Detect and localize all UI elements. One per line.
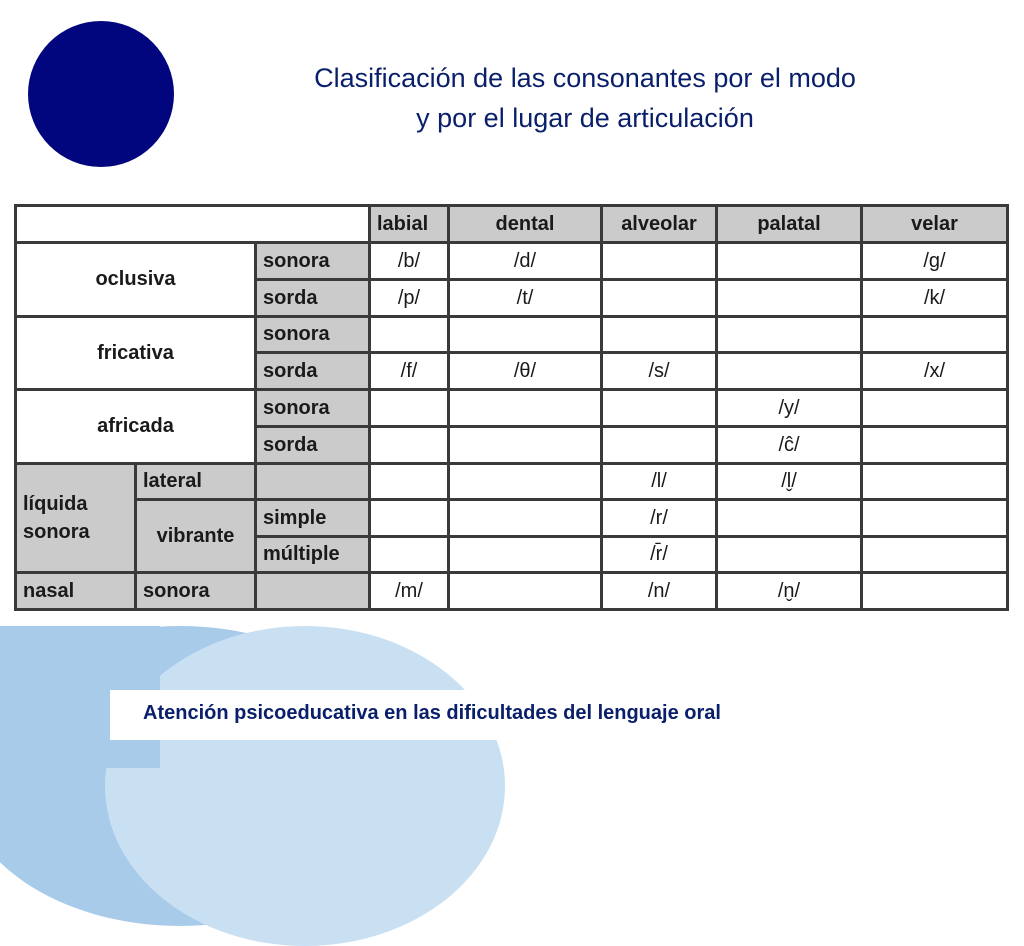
phoneme-cell: [602, 280, 717, 317]
phoneme-cell: /k/: [862, 280, 1008, 317]
phoneme-cell: [602, 427, 717, 464]
phoneme-cell: /ĉ/: [717, 427, 862, 464]
phoneme-cell: [862, 573, 1008, 610]
header-alveolar: alveolar: [602, 206, 717, 243]
phoneme-cell: /y/: [717, 390, 862, 427]
phoneme-cell: /t/: [449, 280, 602, 317]
phoneme-cell: /b/: [370, 243, 449, 280]
phoneme-cell: [862, 317, 1008, 353]
phoneme-cell: [717, 537, 862, 573]
phoneme-cell: [717, 280, 862, 317]
header-empty-cell: [16, 206, 370, 243]
phoneme-cell: [449, 317, 602, 353]
phoneme-cell: [449, 537, 602, 573]
phoneme-cell: /l̬/: [717, 464, 862, 500]
voicing-label: sorda: [256, 280, 370, 317]
phoneme-cell: [370, 464, 449, 500]
slide-title: [190, 58, 980, 138]
voicing-label: sorda: [256, 427, 370, 464]
phoneme-cell: [602, 317, 717, 353]
phoneme-cell: /g/: [862, 243, 1008, 280]
header-dental: dental: [449, 206, 602, 243]
phoneme-cell: [449, 464, 602, 500]
phoneme-cell: [717, 353, 862, 390]
phoneme-cell: [862, 500, 1008, 537]
phoneme-cell: [717, 317, 862, 353]
voicing-label: sorda: [256, 353, 370, 390]
phoneme-classification-table: [14, 204, 1009, 611]
phoneme-cell: [862, 427, 1008, 464]
phoneme-cell: [449, 390, 602, 427]
phoneme-cell: /p/: [370, 280, 449, 317]
manner-oclusiva: oclusiva: [16, 243, 256, 317]
slide-title-line-2: y por el lugar de articulación: [416, 103, 754, 133]
manner-nasal: nasal: [16, 573, 136, 610]
phoneme-cell: /f/: [370, 353, 449, 390]
subtype-lateral: lateral: [136, 464, 256, 500]
vibrante-simple-label: simple: [256, 500, 370, 537]
phoneme-cell: [370, 500, 449, 537]
phoneme-cell: /x/: [862, 353, 1008, 390]
phoneme-cell: [862, 390, 1008, 427]
phoneme-cell: /l/: [602, 464, 717, 500]
phoneme-cell: [370, 390, 449, 427]
phoneme-cell: [370, 317, 449, 353]
phoneme-cell: /n̬/: [717, 573, 862, 610]
header-labial: labial: [370, 206, 449, 243]
phoneme-cell: [717, 243, 862, 280]
manner-africada: africada: [16, 390, 256, 464]
phoneme-cell: /r/: [602, 500, 717, 537]
phoneme-cell: /r̄/: [602, 537, 717, 573]
manner-liquida-sonora: líquida sonora: [16, 464, 136, 573]
phoneme-cell: [862, 537, 1008, 573]
header-palatal: palatal: [717, 206, 862, 243]
decorative-circle: [28, 21, 174, 167]
voicing-label: sonora: [256, 390, 370, 427]
phoneme-cell: /m/: [370, 573, 449, 610]
phoneme-cell: /n/: [602, 573, 717, 610]
phoneme-cell: [717, 500, 862, 537]
manner-fricativa: fricativa: [16, 317, 256, 390]
phoneme-cell: [449, 573, 602, 610]
vibrante-multiple-label: múltiple: [256, 537, 370, 573]
phoneme-cell: [449, 500, 602, 537]
header-velar: velar: [862, 206, 1008, 243]
phoneme-cell: [602, 390, 717, 427]
phoneme-cell: [862, 464, 1008, 500]
phoneme-cell: /d/: [449, 243, 602, 280]
phoneme-cell: /θ/: [449, 353, 602, 390]
subtype-vibrante: vibrante: [136, 500, 256, 573]
empty-gray-cell: [256, 573, 370, 610]
footer-text: Atención psicoeducativa en las dificultades del lenguaje oral: [143, 702, 721, 724]
voicing-label: sonora: [256, 243, 370, 280]
footer-decoration-circle-small: [105, 626, 505, 946]
voicing-label: sonora: [136, 573, 256, 610]
phoneme-cell: [449, 427, 602, 464]
phoneme-cell: /s/: [602, 353, 717, 390]
empty-gray-cell: [256, 464, 370, 500]
phoneme-cell: [370, 427, 449, 464]
voicing-label: sonora: [256, 317, 370, 353]
phoneme-cell: [370, 537, 449, 573]
phoneme-cell: [602, 243, 717, 280]
slide-title-line-1: Clasificación de las consonantes por el modo: [314, 63, 856, 93]
